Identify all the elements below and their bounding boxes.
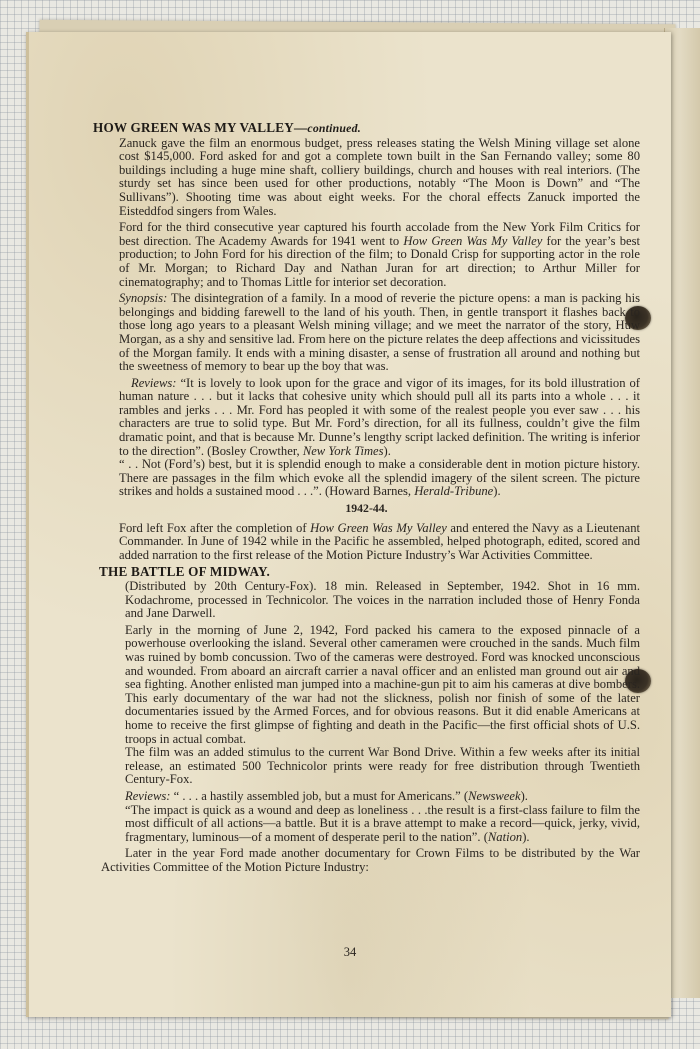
film-title: How Green Was My Valley <box>310 520 447 535</box>
heading-title: HOW GREEN WAS MY VALLEY— <box>93 120 308 135</box>
film-title: How Green Was My Valley <box>403 233 543 248</box>
paragraph-war-bond: The film was an added stimulus to the current War Bond Drive. Within a few weeks after its initial release, an estimated 500 Technicolor prints were ready for free distribution through Twentieth Century-Fox. <box>125 745 640 787</box>
heading-continued: continued. <box>307 121 361 135</box>
page-content <box>93 121 640 877</box>
reviews-label: Reviews: <box>125 788 171 803</box>
review-source: Newsweek <box>468 788 521 803</box>
paragraph-review-barnes: “ . . Not (Ford’s) best, but it is splendid enough to make a considerable dent in motion picture history. There are passages in the film which evoke all the splendid imagery of the silent screen. The picture strikes and holds a sustained mood . . .”. (Howard Barnes, Herald-Tribune). <box>119 457 640 499</box>
reviews-label: Reviews: <box>131 375 177 390</box>
section-heading-midway: THE BATTLE OF MIDWAY. <box>99 564 271 580</box>
year-heading: 1942-44. <box>345 501 388 516</box>
paragraph-synopsis: Synopsis: The disintegration of a family. In a mood of reverie the picture opens: a man is packing his belongings and bidding farewell to the land of his youth. Then, in gentle transport it flashes back to those long ago years to a pleasant Welsh mining village; and we meet the narrator of the story, Huw Morgan, as a shy and sensitive lad. From here on the picture relates the deep affections and vicissitudes of the Morgan family. It ends with a mining disaster, a sense of frustration all around and nothing but the sweetness of memory to bear up the boy that was. <box>119 291 640 374</box>
paragraph-crown-films: Later in the year Ford made another documentary for Crown Films to be distributed by the War Activities Committee of the Motion Picture Industry: <box>101 846 640 874</box>
synopsis-label: Synopsis: <box>119 291 168 306</box>
paragraph-review-nation: “The impact is quick as a wound and deep as loneliness . . .the result is a first-class failure to film the most difficult of all actions—a battle. But it is a brave attempt to make a record—quick, jerky, vivid, fragmentary, luminous—of a moment of desperate peril to the nation”. (Nation). <box>125 802 640 844</box>
paragraph-navy: Ford left Fox after the completion of How Green Was My Valley and entered the Navy as a Lieutenant Commander. In June of 1942 while in the Pacific he assembled, helped photograph, edited, scored and added narration to the first release of the Motion Picture Industry’s War Activities Committee. <box>119 520 641 562</box>
paragraph-review-newsweek: Reviews: “ . . . a hastily assembled job, but a must for Americans.” (Newsweek). <box>125 788 528 803</box>
review-source: Nation <box>487 829 523 844</box>
review-source: New York Times <box>302 443 384 458</box>
review-source: Herald-Tribune <box>414 484 494 499</box>
section-heading-how-green <box>93 121 640 136</box>
paragraph-budget: Zanuck gave the film an enormous budget, press releases stating the Welsh Mining village set alone cost $145,000. Ford asked for and got a complete town built in the San Fernando valley; some 80 buildings including a huge mine shaft, colliery buildings, church and houses with real interiors. (The sturdy set has since been used for other productions, notably “The Moon is Down” and “The Sullivans”). Shooting time was about eight weeks. For the choral effects Zanuck imported the Eisteddfod singers from Wales. <box>119 135 640 218</box>
page-number: 34 <box>343 945 357 959</box>
paragraph-midway-story: Early in the morning of June 2, 1942, Ford packed his camera to the exposed pinnacle of a powerhouse overlooking the island. Several other cameramen were crouched in the sands. Much film was ruined by bomb concussion. Two of the cameras were destroyed. Ford was knocked unconscious and wounded. From aboard an aircraft carrier a naval officer and an enlisted man ground out air and sea fighting. Another enlisted man jumped into a machine-gun pit to aim his cameras at dive bombers. This early documentary of the war had not the slickness, polish nor finish of some of the later documentaries issued by the Armed Forces, and for obvious reasons. But it did enable Americans at home to receive the first glimpse of fighting and death in the Pacific—the first official shots of U.S. troops in actual combat. <box>125 622 640 746</box>
paragraph-awards: Ford for the third consecutive year captured his fourth accolade from the New York Film Critics for best direction. The Academy Awards for 1941 went to How Green Was My Valley for the year’s best production; to John Ford for his direction of the film; to Donald Crisp for supporting actor in the role of Mr. Morgan; to Richard Day and Nathan Juran for art direction; to Arthur Miller for cinematography; and to Thomas Little for interior set decoration. <box>119 220 640 289</box>
paragraph-reviews: Reviews: “It is lovely to look upon for the grace and vigor of its images, for its bold illustration of human nature . . . but it lacks that cohesive unity which should pull all its parts into a whole . . . it rambles and jerks . . . Mr. Ford has peopled it with some of the realest people you ever saw . . . his characters are true to solid type. But Mr. Ford’s direction, for all its fullness, couldn’t give the film dramatic point, and that is because Mr. Dunne’s lengthy script lacked definition. The writing is inferior to the direction”. (Bosley Crowther, New York Times). <box>119 375 640 458</box>
booklet-page <box>26 32 671 1017</box>
paragraph-distribution: (Distributed by 20th Century-Fox). 18 min. Released in September, 1942. Shot in 16 mm. Kodachrome, processed in Technicolor. The voices in the narration included those of Henry Fonda and Jane Darwell. <box>125 579 640 621</box>
